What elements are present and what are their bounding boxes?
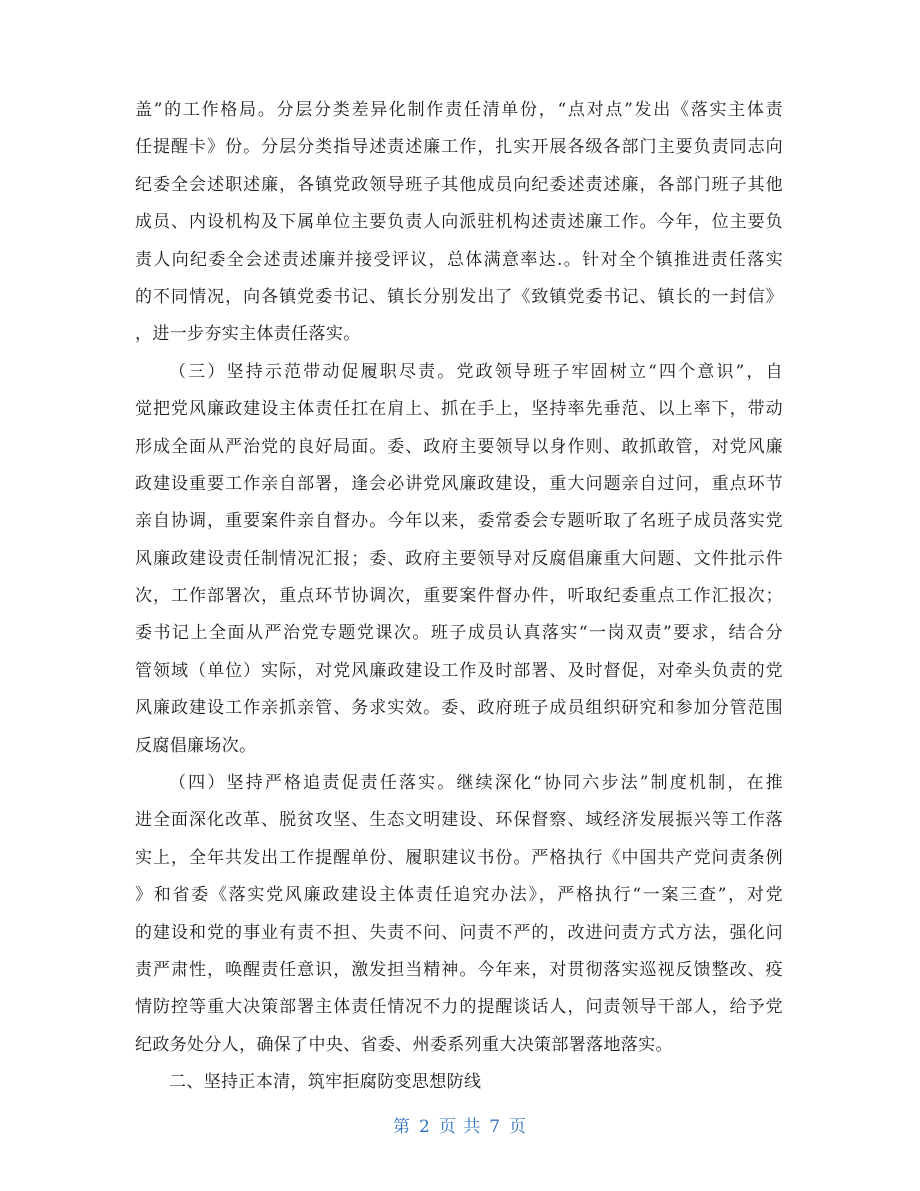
text-line: 亲自协调，重要案件亲自督办。今年以来，委常委会专题听取了名班子成员落实党 [135,511,783,532]
footer-suffix: 页 [509,1117,528,1137]
text-line: 盖”的工作格局。分层分类差异化制作责任清单份，“点对点”发出《落实主体责 [135,100,783,120]
text-line: 责严肃性，唤醒责任意识，激发担当精神。今年来，对贯彻落实巡视反馈整改、疫 [135,959,783,980]
footer-prefix: 第 [392,1117,411,1137]
text-line: 委书记上全面从严治党专题党课次。班子成员认真落实“一岗双责”要求，结合分 [135,623,783,644]
text-line: 风廉政建设责任制情况汇报；委、政府主要领导对反腐倡廉重大问题、文件批示件 [135,548,783,569]
text-line: （四）坚持严格追责促责任落实。继续深化“协同六步法”制度机制，在推 [169,773,783,794]
text-line: 成员、内设机构及下属单位主要负责人向派驻机构述责述廉工作。今年，位主要负 [135,212,783,233]
footer-page-number: 2 [418,1117,431,1137]
text-line: 纪委全会述职述廉，各镇党政领导班子其他成员向纪委述责述廉，各部门班子其他 [135,174,783,195]
text-line: 觉把党风廉政建设主体责任扛在肩上、抓在手上，坚持率先垂范、以上率下，带动 [135,399,783,420]
text-line: 次，工作部署次，重点环节协调次，重要案件督办件，听取纪委重点工作汇报次； [135,586,783,607]
text-line: 的不同情况，向各镇党委书记、镇长分别发出了《致镇党委书记、镇长的一封信》 [135,286,783,307]
text-line: 进全面深化改革、脱贫攻坚、生态文明建设、环保督察、域经济发展振兴等工作落 [135,810,783,831]
text-line: 二、坚持正本清，筑牢拒腐防变思想防线 [169,1072,482,1093]
text-line: 纪政务处分人，确保了中央、省委、州委系列重大决策部署落地落实。 [135,1034,673,1055]
text-line: 任提醒卡》份。分层分类指导述责述廉工作，扎实开展各级各部门主要负责同志向 [135,137,783,158]
page-footer [0,1112,920,1137]
text-line: 实上，全年共发出工作提醒单份、履职建议书份。严格执行《中国共产党问责条例 [135,847,783,868]
footer-middle: 页 共 [438,1117,482,1137]
text-line: 责人向纪委全会述责述廉并接受评议，总体满意率达.。针对全个镇推进责任落实 [135,249,783,270]
text-line: 政建设重要工作亲自部署，逢会必讲党风廉政建设，重大问题亲自过问，重点环节 [135,473,783,494]
text-line: 的建设和党的事业有责不担、失责不问、问责不严的，改进问责方式方法，强化问 [135,922,783,943]
text-line: （三）坚持示范带动促履职尽责。党政领导班子牢固树立“四个意识”，自 [169,361,783,382]
text-line: 情防控等重大决策部署主体责任情况不力的提醒谈话人，问责领导干部人，给予党 [135,997,783,1018]
text-line: 反腐倡廉场次。 [135,735,257,756]
text-line: 风廉政建设工作亲抓亲管、务求实效。委、政府班子成员组织研究和参加分管范围 [135,698,783,719]
text-line: 形成全面从严治党的良好局面。委、政府主要领导以身作则、敢抓敢管，对党风廉 [135,436,783,457]
text-line: 》和省委《落实党风廉政建设主体责任追究办法》，严格执行“一案三查”，对党 [135,885,783,906]
text-line: ，进一步夯实主体责任落实。 [135,324,361,345]
footer-total-pages: 7 [489,1117,502,1137]
text-line: 管领域（单位）实际，对党风廉政建设工作及时部署、及时督促，对牵头负责的党 [135,660,783,681]
document-body [135,92,783,1102]
